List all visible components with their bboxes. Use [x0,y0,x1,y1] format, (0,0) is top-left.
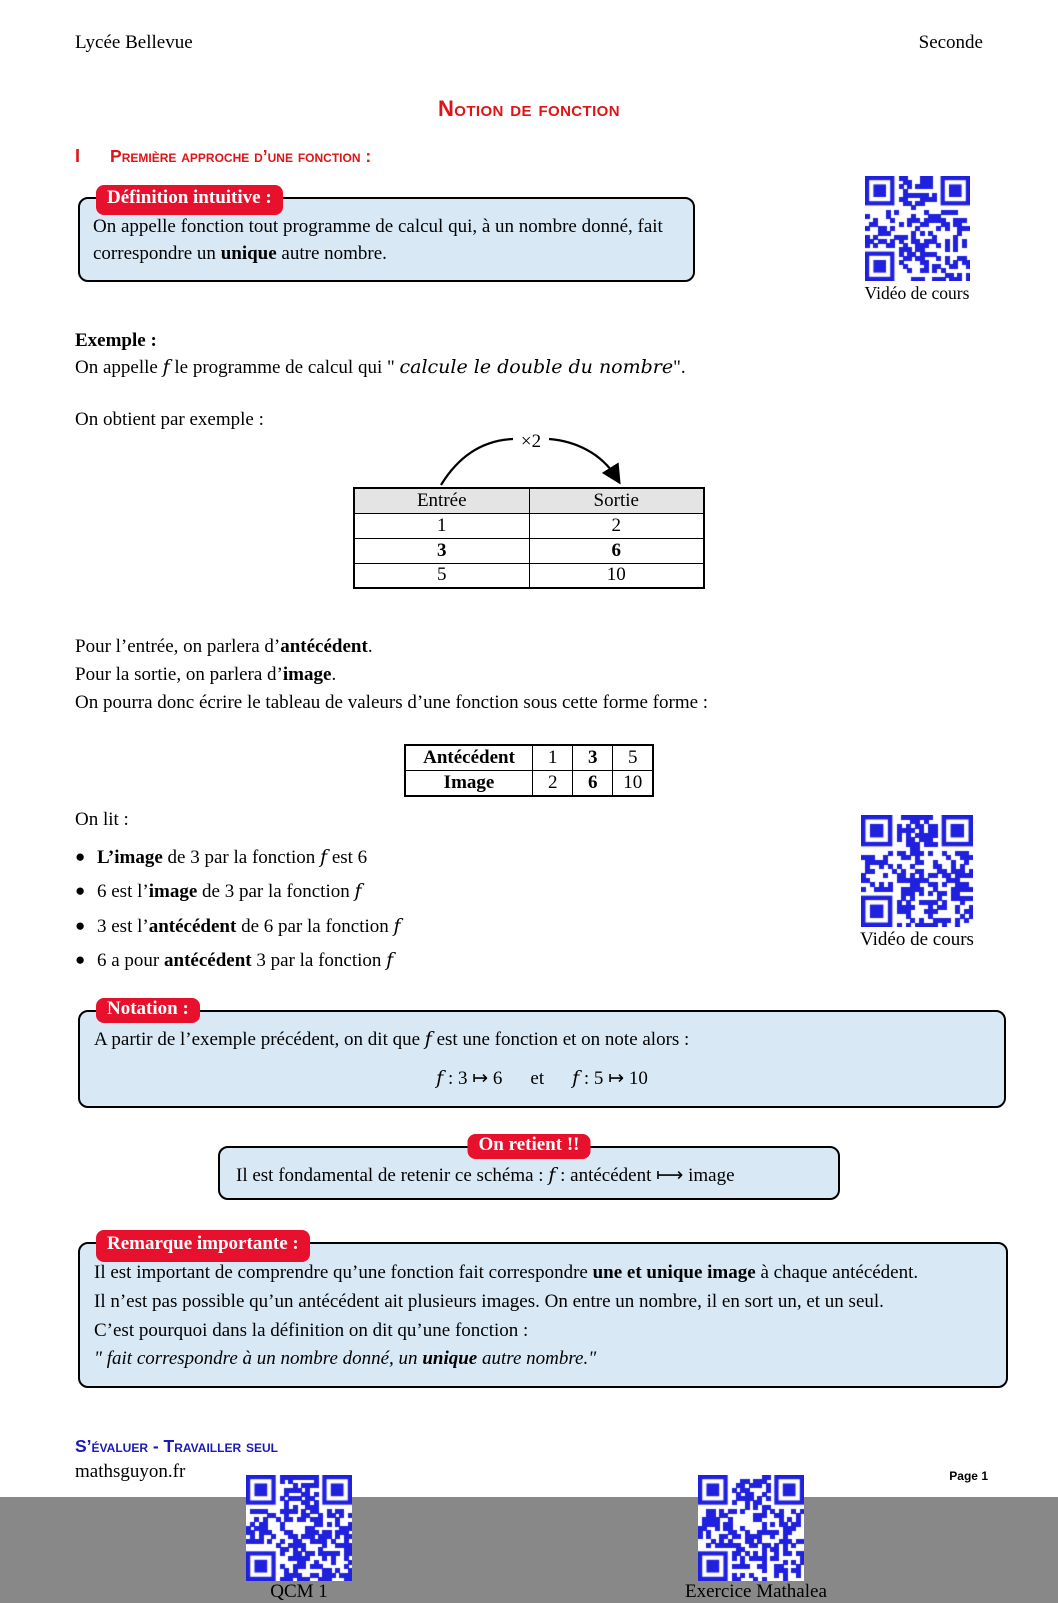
qr-caption: Vidéo de cours [860,928,974,950]
antecedent-image-paragraphs [75,633,983,717]
qr-code [698,1475,804,1581]
machine-diagram [353,433,705,589]
video-qr-block-1 [851,176,983,304]
bullet-icon: ● [75,881,86,901]
remarque-line-4: " fait correspondre à un nombre donné, un unique autre nombre." [94,1348,597,1370]
tableau-line: On pourra donc écrire le tableau de valeurs d’une fonction sous cette forme forme : [75,691,709,713]
remarque-line-3: C’est pourquoi dans la définition on dit qu’une fonction : [94,1319,529,1341]
bullet-icon: ● [75,915,86,935]
table-header-entree: Entrée [354,488,529,513]
page-footer [75,1461,988,1483]
reading-list [75,846,401,973]
on-lit-label: On lit : [75,808,129,830]
remarque-line-1: Il est important de comprendre qu’une fonction fait correspondre une et unique image à chaque antécédent. [94,1261,919,1283]
table-row: 3 6 [354,538,704,563]
bullet-icon: ● [75,846,86,866]
sortie-line: Pour la sortie, on parlera d’image. [75,663,337,685]
table-row: Image 2 6 10 [405,770,654,796]
retient-line: Il est fondamental de retenir ce schéma : f : antécédent ⟼ image [236,1163,735,1186]
qcm-qr-block [233,1475,365,1603]
table-row: 5 10 [354,563,704,588]
evaluer-heading: S’évaluer - Travailler seul [75,1436,278,1457]
notation-formula: f : 3 ↦ 6 et f : 5 ↦ 10 [436,1066,648,1089]
table-row: 1 2 [354,513,704,538]
retient-box [218,1133,840,1200]
table-row: Antécédent 1 3 5 [405,745,654,771]
qr-caption: Vidéo de cours [864,283,970,303]
section-number: I [75,146,81,166]
page-header [75,0,983,54]
level-label: Seconde [918,32,983,53]
bullet-icon: ● [75,950,86,970]
definition-box [78,187,695,282]
exemple-heading: Exemple : [75,330,157,351]
times-two-label: ×2 [520,431,542,452]
definition-text: On appelle fonction tout programme de calcul qui, à un nombre donné, fait correspondre un unique autre nombre. [93,216,663,264]
footer-page-number: Page 1 [949,1469,988,1483]
remarque-box [78,1232,1008,1389]
retient-badge: On retient !! [468,1134,591,1159]
mathalea-qr-block [685,1475,827,1603]
qr-code [246,1475,352,1581]
antecedent-image-table [404,744,655,797]
obtain-line: On obtient par exemple : [75,409,264,430]
entree-sortie-table [353,487,705,589]
qr-caption: Exercice Mathalea [685,1581,827,1603]
qr-caption: QCM 1 [270,1581,328,1603]
definition-row [75,187,983,304]
remarque-badge: Remarque importante : [96,1230,310,1262]
times-two-arrow-icon [353,433,705,487]
on-lit-block [75,809,401,984]
notation-badge: Notation : [96,998,200,1023]
notation-line: A partir de l’exemple précédent, on dit que f est une fonction et on note alors : [94,1027,690,1050]
qr-code [865,176,970,281]
school-name: Lycée Bellevue [75,32,193,53]
exemple-line: On appelle f le programme de calcul qui " calcule le double du nombre". [75,356,686,378]
section-heading [75,146,983,167]
list-item: ● 6 a pour antécédent 3 par la fonction f [75,949,394,972]
on-lit-row [75,809,983,984]
footer-site: mathsguyon.fr [75,1461,186,1482]
exercise-qr-row [75,1475,983,1603]
table-header-sortie: Sortie [529,488,704,513]
list-item: ● 6 est l’image de 3 par la fonction f [75,880,362,903]
video-qr-block-2 [851,815,983,984]
page-title: Notion de fonction [438,96,620,121]
section-label: Première approche d’une fonction : [110,146,372,166]
notation-box [78,997,1006,1108]
qr-code [861,815,973,927]
list-item: ● L’image de 3 par la fonction f est 6 [75,845,368,868]
remarque-line-2: Il n’est pas possible qu’un antécédent ait plusieurs images. On entre un nombre, il en sort un, et un seul. [94,1290,884,1312]
list-item: ● 3 est l’antécédent de 6 par la fonction f [75,914,401,937]
entree-line: Pour l’entrée, on parlera d’antécédent. [75,636,373,657]
definition-badge: Définition intuitive : [96,185,283,215]
